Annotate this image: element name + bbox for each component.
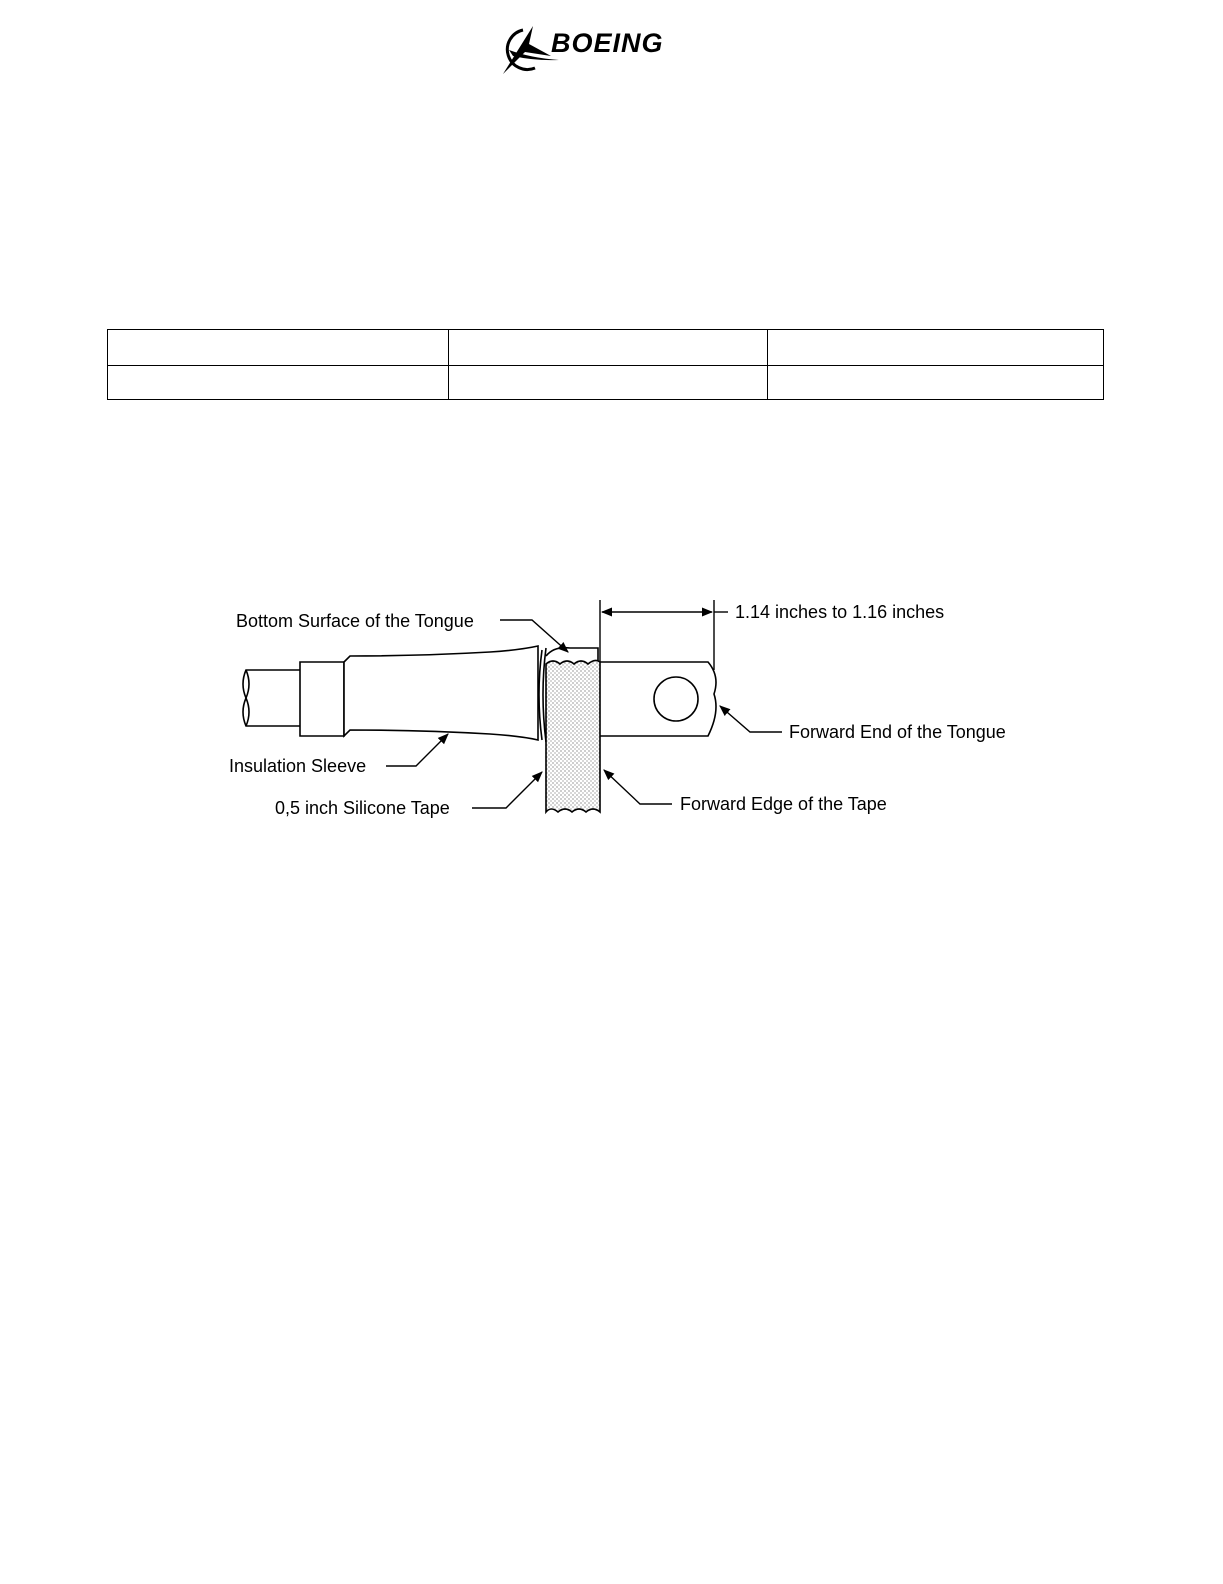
boeing-logo [495, 20, 730, 78]
callout-insulation-sleeve: Insulation Sleeve [229, 756, 367, 776]
table-row [108, 366, 1104, 400]
table-cell [449, 366, 768, 400]
callout-bottom-surface: Bottom Surface of the Tongue [236, 611, 474, 631]
table-cell [768, 366, 1104, 400]
insulation-sleeve [344, 646, 538, 740]
table-row [108, 330, 1104, 366]
callout-forward-edge: Forward Edge of the Tape [680, 794, 887, 814]
callout-dimension: 1.14 inches to 1.16 inches [735, 602, 945, 622]
table-cell [108, 330, 449, 366]
callout-silicone-tape: 0,5 inch Silicone Tape [275, 798, 450, 818]
tongue-hole [654, 677, 698, 721]
wire [243, 670, 300, 726]
terminal-lug-figure [220, 590, 1040, 830]
table-cell [449, 330, 768, 366]
logo-wordmark: BOEING [551, 28, 664, 58]
table-cell [768, 330, 1104, 366]
callout-forward-end: Forward End of the Tongue [789, 722, 1006, 742]
blank-table [107, 329, 1104, 400]
table-cell [108, 366, 449, 400]
silicone-tape [546, 660, 600, 812]
